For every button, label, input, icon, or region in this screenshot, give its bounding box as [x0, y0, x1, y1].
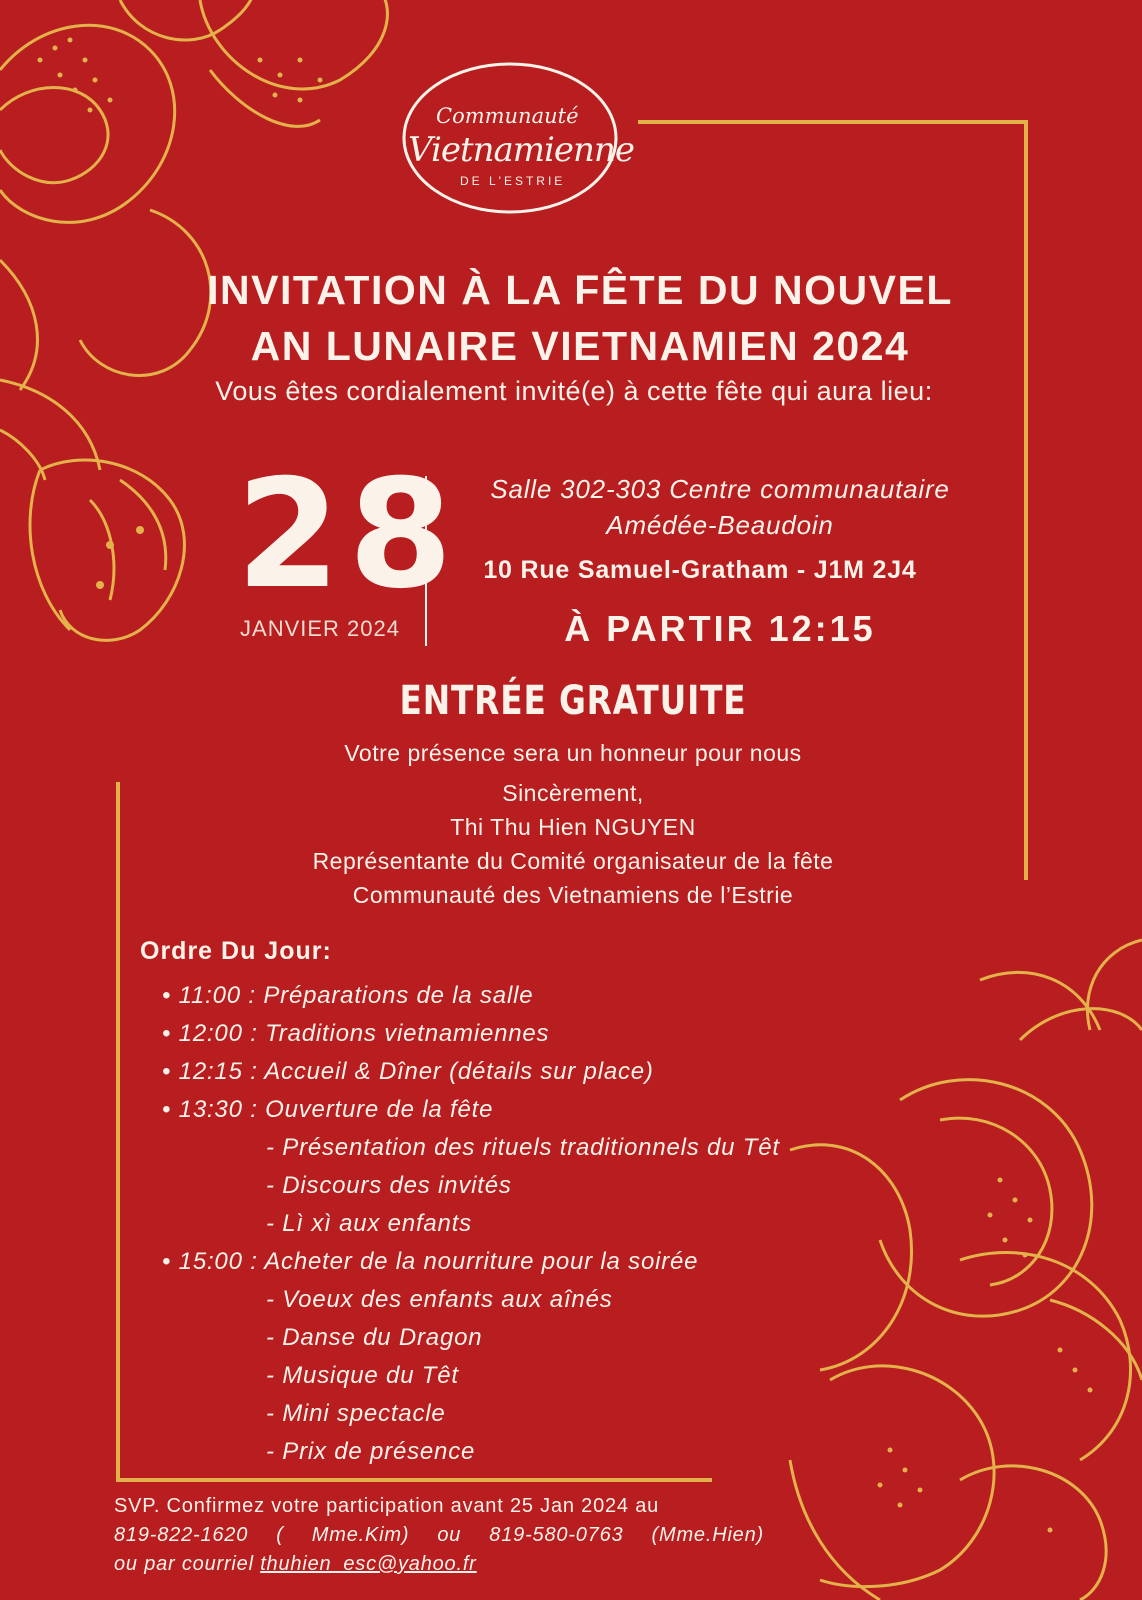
- venue-line-2: Amédée-Beaudoin: [606, 510, 834, 540]
- rsvp-email-line: [114, 1550, 764, 1579]
- community-logo: [392, 58, 634, 218]
- logo-script-text: Communauté: [436, 104, 579, 128]
- signature-name: Thi Thu Hien NGUYEN: [450, 814, 696, 840]
- event-day: 28: [236, 448, 461, 622]
- agenda-subitem: - Voeux des enfants aux aînés: [266, 1286, 613, 1313]
- agenda-subitem: - Musique du Têt: [266, 1362, 459, 1389]
- agenda-subitem: - Présentation des rituels traditionnels du Têt: [266, 1134, 780, 1161]
- agenda-item: • 12:00 : Traditions vietnamiennes: [162, 1020, 550, 1047]
- free-entry-heading: ENTRÉE GRATUITE: [399, 678, 747, 724]
- agenda-subitem: - Lì xì aux enfants: [266, 1210, 472, 1237]
- venue-line-1: Salle 302-303 Centre communautaire: [490, 474, 950, 504]
- honor-text: Votre présence sera un honneur pour nous: [344, 740, 802, 766]
- agenda-subitem: - Prix de présence: [266, 1438, 476, 1465]
- logo-main-text: Vietnamienne: [408, 130, 634, 170]
- agenda-subitem: - Danse du Dragon: [266, 1324, 483, 1351]
- logo-sub-text: DE L'ESTRIE: [460, 174, 566, 188]
- agenda-heading: Ordre Du Jour:: [140, 937, 332, 965]
- agenda-subitem: - Discours des invités: [266, 1172, 512, 1199]
- signature-role: Représentante du Comité organisateur de la fête: [312, 848, 834, 874]
- agenda-item: • 11:00 : Préparations de la salle: [162, 982, 534, 1009]
- venue-address: 10 Rue Samuel-Gratham - J1M 2J4: [483, 556, 917, 584]
- agenda-item: • 15:00 : Acheter de la nourriture pour la soirée: [162, 1248, 699, 1275]
- rsvp-footer: [114, 1492, 764, 1579]
- signature-org: Communauté des Vietnamiens de l’Estrie: [352, 882, 794, 908]
- rsvp-email-prefix: ou par courriel: [114, 1553, 261, 1575]
- event-month-year: JANVIER 2024: [240, 616, 400, 641]
- title-line-2: AN LUNAIRE VIETNAMIEN 2024: [250, 323, 910, 369]
- rsvp-email-link[interactable]: thuhien_esc@yahoo.fr: [260, 1553, 477, 1575]
- agenda-item: • 12:15 : Accueil & Dîner (détails sur place): [162, 1058, 654, 1085]
- signature-closing: Sincèrement,: [502, 780, 644, 806]
- invitation-subtitle: Vous êtes cordialement invité(e) à cette fête qui aura lieu:: [215, 376, 933, 406]
- agenda-subitem: - Mini spectacle: [266, 1400, 446, 1427]
- rsvp-line-1: SVP. Confirmez votre participation avant 25 Jan 2024 au: [114, 1495, 660, 1517]
- agenda-item: • 13:30 : Ouverture de la fête: [162, 1096, 494, 1123]
- title-line-1: INVITATION À LA FÊTE DU NOUVEL: [207, 267, 953, 313]
- rsvp-phones: 819-822-1620 ( Mme.Kim) ou 819-580-0763 (Mme.Hien): [114, 1524, 764, 1546]
- start-time: À PARTIR 12:15: [564, 608, 876, 649]
- invitation-title: [100, 262, 1060, 374]
